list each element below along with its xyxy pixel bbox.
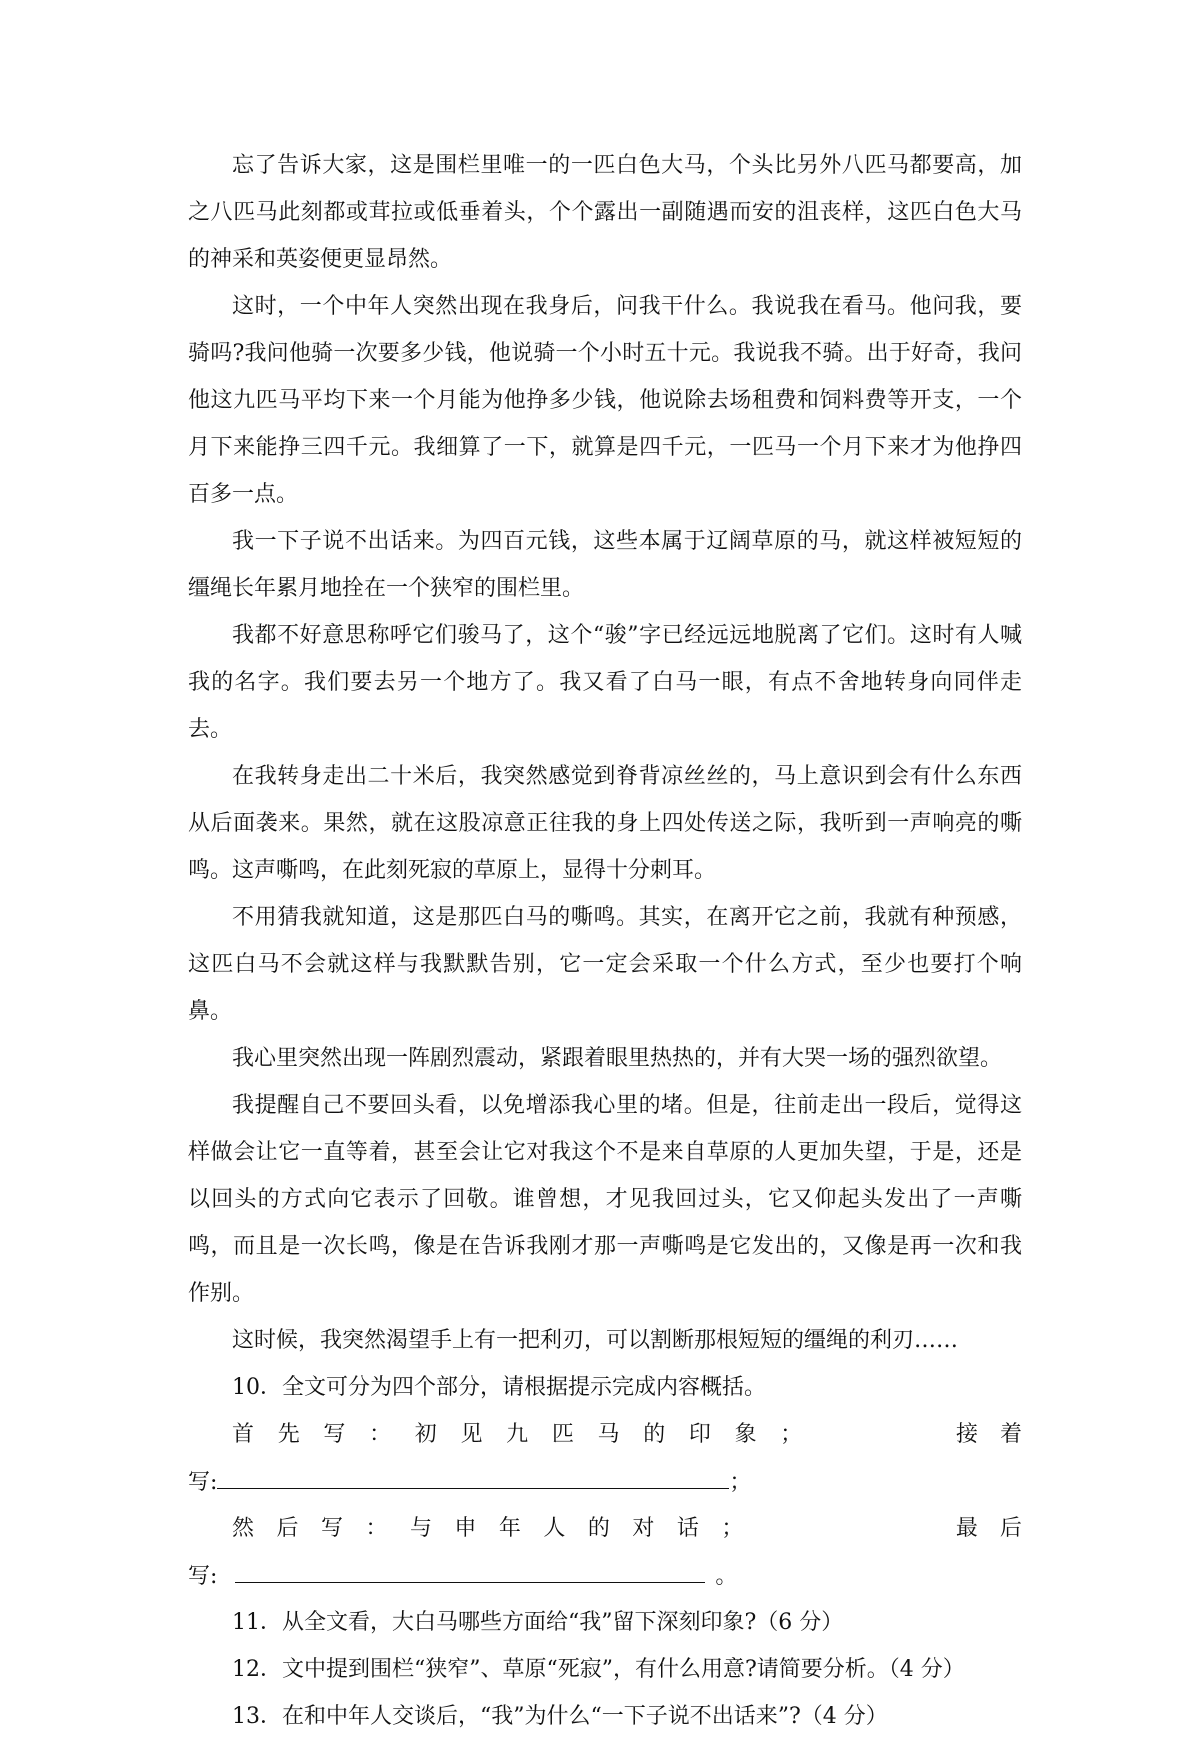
q10-char: 印: [688, 1422, 711, 1447]
question-11: 11．从全文看，大白马哪些方面给“我”留下深刻印象?（6 分）: [232, 1610, 844, 1635]
q10-char: ；: [721, 1516, 744, 1541]
passage-paragraph: 我提醒自己不要回头看，以免增添我心里的堵。但是，往前走出一段后，觉得这样做会让它一直等着，甚至会让它对我这个不是来自草原的人更加失望，于是，还是以回头的方式向它表示了回敬。谁曾想，才见我回过头，它又仰起头发出了一声嘶鸣，而且是一次长鸣，像是在告诉我刚才那一声嘶鸣是它发出的，又像是再一次和我作别。: [188, 1093, 1022, 1306]
question-13: 13．在和中年人交谈后，“我”为什么“一下子说不出话来”?（4 分）: [232, 1704, 888, 1729]
q10-char: 九: [506, 1422, 529, 1447]
q10-char: 先: [277, 1422, 300, 1447]
q10-char: 的: [587, 1516, 610, 1541]
q10-char: ：: [365, 1516, 388, 1541]
q10-char: 年: [498, 1516, 521, 1541]
passage-paragraph: 不用猜我就知道，这是那匹白马的嘶鸣。其实，在离开它之前，我就有种预感，这匹白马不会就这样与我默默告别，它一定会采取一个什么方式，至少也要打个响鼻。: [188, 905, 1022, 1024]
q10-char: 话: [676, 1516, 699, 1541]
q10-char: 的: [643, 1422, 666, 1447]
q10-char: ；: [780, 1422, 803, 1447]
passage-paragraph: 我一下子说不出话来。为四百元钱，这些本属于辽阔草原的马，就这样被短短的缰绳长年累月地拴在一个狭窄的围栏里。: [188, 529, 1022, 601]
q10-char: 然: [232, 1516, 255, 1541]
q10-prefix: 写:: [188, 1470, 218, 1495]
q10-answer-row-2: [188, 1458, 1022, 1505]
q10-char: 与: [409, 1516, 432, 1541]
passage-paragraph: 这时候，我突然渴望手上有一把利刃，可以割断那根短短的缰绳的利刃……: [232, 1328, 959, 1353]
q10-char: 写: [323, 1422, 346, 1447]
q10-suffix: ；: [729, 1470, 752, 1495]
passage-paragraph: 我都不好意思称呼它们骏马了，这个“骏”字已经远远地脱离了它们。这时有人喊我的名字。我们要去另一个地方了。我又看了白马一眼，有点不舍地转身向同伴走去。: [188, 623, 1022, 742]
q10-char: ：: [369, 1422, 392, 1447]
answer-blank-2[interactable]: [217, 1458, 729, 1489]
q10-char: 人: [543, 1516, 566, 1541]
q10-char: 首: [232, 1422, 255, 1447]
q10-label-next: 接 着: [955, 1422, 1022, 1447]
q10-label-final: 最 后: [955, 1516, 1022, 1541]
q10-char: 申: [454, 1516, 477, 1541]
q10-char: 后: [276, 1516, 299, 1541]
q10-char: 初: [414, 1422, 437, 1447]
q10-char: 对: [632, 1516, 655, 1541]
q10-char: 马: [597, 1422, 620, 1447]
passage-paragraph: 忘了告诉大家，这是围栏里唯一的一匹白色大马，个头比另外八匹马都要高，加之八匹马此刻都或茸拉或低垂着头，个个露出一副随遇而安的沮丧样，这匹白色大马的神采和英姿便更显昂然。: [188, 153, 1022, 272]
question-12: 12．文中提到围栏“狭窄”、草原“死寂”，有什么用意?请简要分析。（4 分）: [232, 1657, 965, 1682]
passage-paragraph: 在我转身走出二十米后，我突然感觉到脊背凉丝丝的，马上意识到会有什么东西从后面袭来。果然，就在这股凉意正往我的身上四处传送之际，我听到一声响亮的嘶鸣。这声嘶鸣，在此刻死寂的草原上，显得十分刺耳。: [188, 764, 1022, 883]
q10-suffix: 。: [715, 1564, 738, 1589]
q10-char: 象: [734, 1422, 757, 1447]
q10-char: 写: [320, 1516, 343, 1541]
q10-char: 匹: [551, 1422, 574, 1447]
passage-paragraph: 这时，一个中年人突然出现在我身后，问我干什么。我说我在看马。他问我，要骑吗?我问他骑一次要多少钱，他说骑一个小时五十元。我说我不骑。出于好奇，我问他这九匹马平均下来一个月能为他挣多少钱，他说除去场租费和饲料费等开支，一个月下来能挣三四千元。我细算了一下，就算是四千元，一匹马一个月下来才为他挣四百多一点。: [188, 294, 1022, 507]
answer-blank-4[interactable]: [235, 1552, 705, 1583]
q10-char: 见: [460, 1422, 483, 1447]
page-content: [188, 142, 1022, 1740]
question-10: 10．全文可分为四个部分，请根据提示完成内容概括。: [232, 1375, 766, 1400]
q10-prefix: 写:: [188, 1564, 218, 1589]
q10-answer-row-4: [188, 1552, 1022, 1599]
q10-line-first: [188, 1411, 1022, 1458]
q10-line-third: [188, 1505, 1022, 1552]
passage-paragraph: 我心里突然出现一阵剧烈震动，紧跟着眼里热热的，并有大哭一场的强烈欲望。: [232, 1046, 1003, 1071]
